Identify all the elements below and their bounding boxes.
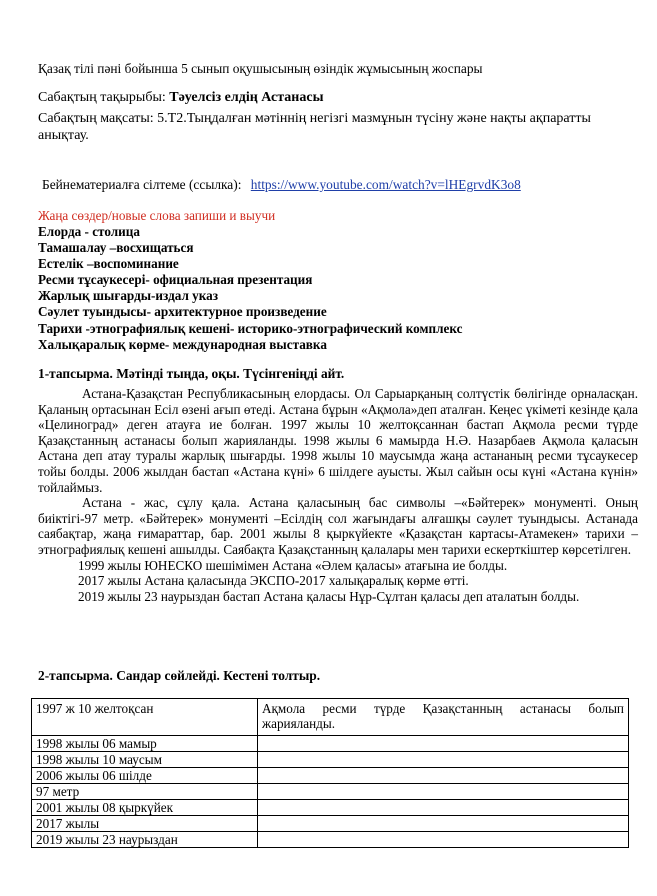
date-cell: 2006 жылы 06 шілде — [32, 768, 258, 784]
paragraph: 1999 жылы ЮНЕСКО шешімімен Астана «Әлем қаласы» атағына ие болды. — [78, 557, 508, 573]
date-cell: 2001 жылы 08 қыркүйек — [32, 800, 258, 816]
vocabulary-item: Естелік –воспоминание — [38, 256, 179, 272]
date-cell: 1997 ж 10 желтоқсан — [32, 699, 258, 736]
event-cell[interactable] — [258, 752, 629, 768]
event-cell[interactable]: Ақмола ресми түрде Қазақстанның астанасы болып жарияланды. — [258, 699, 629, 736]
aim-value: 5.Т2.Тыңдалған мәтіннің негізгі мазмұнын түсіну және нақты ақпаратты анықтау. — [38, 111, 591, 143]
video-link-line — [42, 177, 521, 193]
table-row — [32, 800, 629, 816]
video-link[interactable]: https://www.youtube.com/watch?v=lHEgrvdK3o8 — [250, 177, 521, 192]
new-words-heading: Жаңа сөздер/новые слова запиши и выучи — [38, 208, 276, 223]
vocabulary-item: Халықаралық көрме- международная выставка — [38, 336, 327, 352]
vocabulary-item: Тарихи -этнографиялық кешені- историко-этнографический комплекс — [38, 320, 463, 336]
task-2-heading: 2-тапсырма. Сандар сөйлейді. Кестені толтыр. — [38, 668, 321, 683]
dates-table — [31, 698, 629, 848]
vocabulary-item: Елорда - столица — [38, 224, 140, 239]
table-row — [32, 768, 629, 784]
date-cell: 97 метр — [32, 784, 258, 800]
table-row — [32, 736, 629, 752]
event-cell[interactable] — [258, 832, 629, 848]
event-cell[interactable] — [258, 736, 629, 752]
paragraph: 2019 жылы 23 наурыздан бастап Астана қаласы Нұр-Сұлтан қаласы деп аталатын болды. — [78, 588, 580, 604]
vocabulary-item: Ресми тұсаукесері- официальная презентация — [38, 272, 313, 288]
vocabulary-item: Жарлық шығарды-издал указ — [38, 288, 219, 304]
table-row — [32, 832, 629, 848]
lesson-aim — [38, 110, 598, 144]
reading-text — [38, 386, 638, 604]
vocabulary-list — [38, 224, 462, 353]
table-row — [32, 699, 629, 736]
table-row — [32, 816, 629, 832]
event-cell[interactable] — [258, 784, 629, 800]
paragraph: 2017 жылы Астана қаласында ЭКСПО-2017 халықаралық көрме өтті. — [78, 573, 469, 589]
topic-label: Сабақтың тақырыбы: — [38, 90, 166, 105]
paragraph: Астана - жас, сұлу қала. Астана қаласының бас символы –«Бәйтерек» монументі. Оның биіктігі-97 метр. «Бәйтерек» монументі –Есілдің сол жағындағы алғашқы сәулет туындысы. Астанада саябақтар, жаңа ғимараттар, бар. 2001 жылы 8 қыркүйекте «Қазақстан картасы-Атамекен» тарихи –этнографиялық кешені ашылды. Саябақта Қазақстанның қалалары мен тарихи ескерткіштер көрсетілген. — [38, 495, 638, 557]
lesson-topic — [38, 90, 324, 106]
paragraph: Астана-Қазақстан Республикасының елордасы. Ол Сарыарқаның солтүстік бөлігінде орналасқан. Қаланың ортасынан Есіл өзені ағып өтеді. Астана бұрын «Ақмола»деп аталған. Кеңес үкіметі кезінде қала «Целиноград» деген атауға ие болған. 1997 жылы 10 желтоқсаннан бастап Ақмола ресми түрде Қазақстанның астанасы болып жарияланды. 1998 жылы 6 мамырда Н.Ә. Назарбаев Ақмола қаласын Астана деп атау туралы жарлық шығарды. 1998 жылы 10 маусымда жаңа астананың ресми тұсаукесер тойы болды. 2006 жылдан бастап «Астана күні» 6 шілдеге ауысты. Жыл сайын осы күні «Астана күнін» тойлаймыз. — [38, 386, 638, 495]
date-cell: 2019 жылы 23 наурыздан — [32, 832, 258, 848]
table-row — [32, 784, 629, 800]
vocabulary-item: Тамашалау –восхищаться — [38, 240, 194, 256]
aim-label: Сабақтың мақсаты: — [38, 111, 154, 126]
task-1-heading: 1-тапсырма. Мәтінді тыңда, оқы. Түсінгеніңді айт. — [38, 366, 345, 381]
event-cell[interactable] — [258, 816, 629, 832]
vocabulary-item: Сәулет туындысы- архитектурное произведение — [38, 304, 327, 320]
table-row — [32, 752, 629, 768]
document-title: Қазақ тілі пәні бойынша 5 сынып оқушысының өзіндік жұмысының жоспары — [38, 61, 483, 76]
video-label: Бейнематериалға сілтеме (ссылка): — [42, 177, 242, 192]
topic-value: Тәуелсіз елдің Астанасы — [169, 90, 324, 105]
event-cell[interactable] — [258, 800, 629, 816]
event-cell[interactable] — [258, 768, 629, 784]
date-cell: 1998 жылы 10 маусым — [32, 752, 258, 768]
date-cell: 1998 жылы 06 мамыр — [32, 736, 258, 752]
date-cell: 2017 жылы — [32, 816, 258, 832]
